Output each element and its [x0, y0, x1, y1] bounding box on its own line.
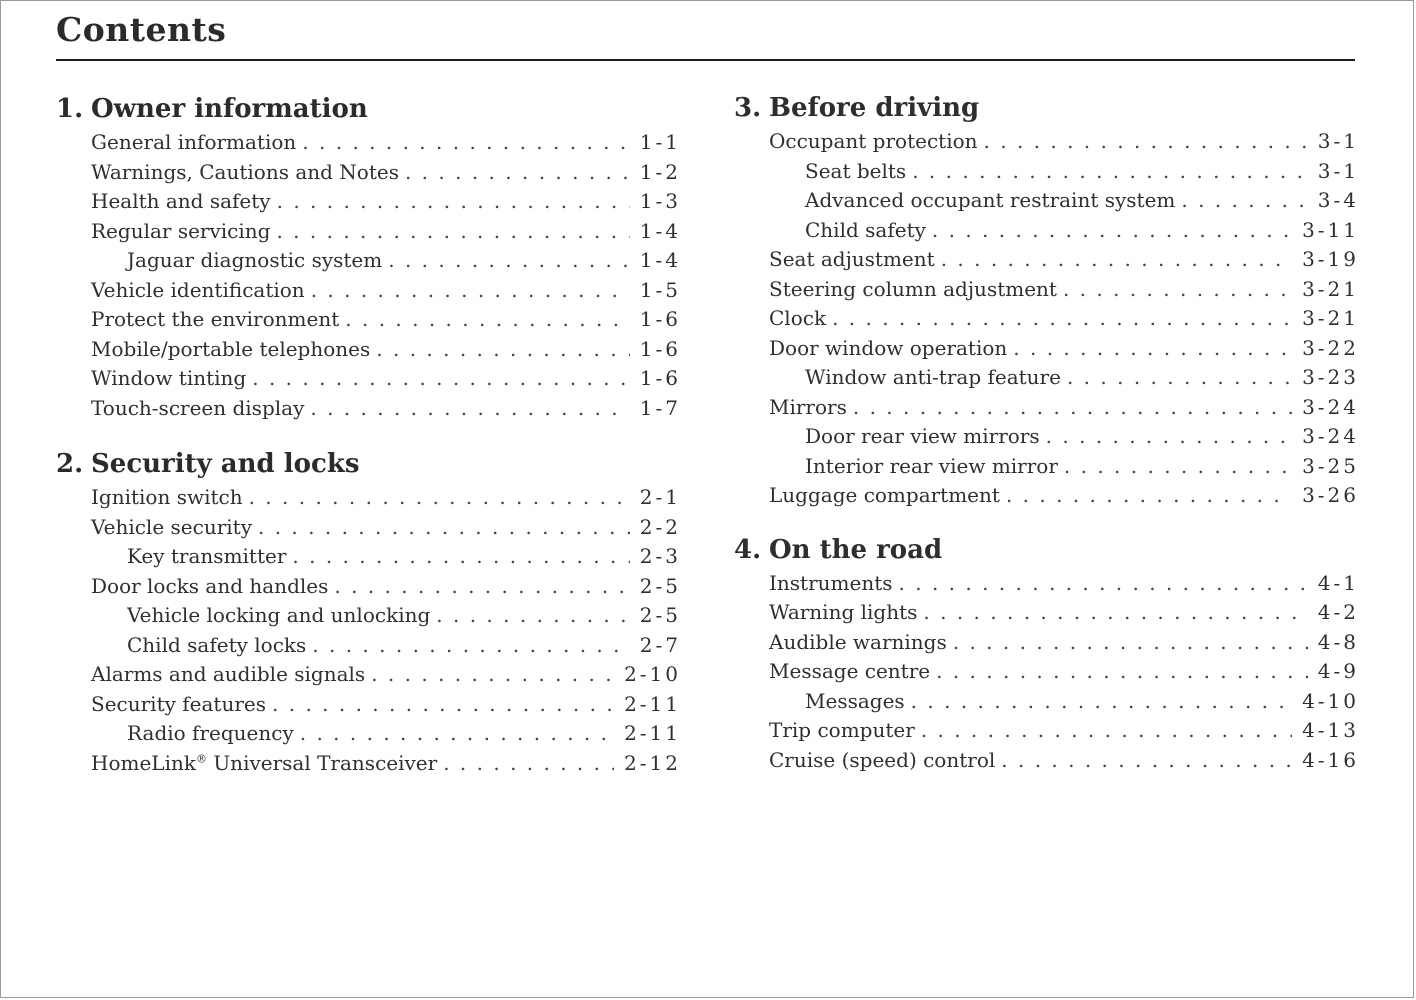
- entry-title: [769, 657, 930, 687]
- toc-entry[interactable]: [56, 246, 681, 276]
- entry-title: [91, 513, 252, 543]
- dot-leader: [932, 216, 1292, 246]
- dot-leader: [272, 690, 614, 720]
- toc-entry[interactable]: [56, 158, 681, 188]
- entry-title: [769, 334, 1007, 364]
- entry-title-suffix: Universal Transceiver: [206, 750, 438, 775]
- entry-title: [91, 690, 266, 720]
- toc-entry[interactable]: [56, 513, 681, 543]
- dot-leader: [832, 304, 1292, 334]
- entry-title: [805, 216, 926, 246]
- toc-entry[interactable]: [734, 245, 1359, 275]
- dot-leader: [921, 716, 1292, 746]
- entry-title-text: Warnings, Cautions and Notes: [91, 159, 399, 184]
- entry-title-text: Messages: [805, 688, 905, 713]
- section-owner-information: [56, 90, 681, 423]
- entry-title-text: HomeLink: [91, 750, 196, 775]
- toc-entry[interactable]: [734, 422, 1359, 452]
- dot-leader: [436, 601, 630, 631]
- section-number: 3.: [734, 93, 762, 123]
- registered-mark: ®: [195, 751, 207, 765]
- toc-entry[interactable]: [56, 217, 681, 247]
- dot-leader: [405, 158, 630, 188]
- entry-title-text: Luggage compartment: [769, 483, 1000, 507]
- entry-title-text: Door locks and handles: [91, 573, 329, 598]
- entry-list: [734, 127, 1359, 511]
- page-number: 1-7: [639, 395, 681, 420]
- dot-leader: [300, 719, 614, 749]
- entry-title: [769, 628, 947, 658]
- right-column: [734, 89, 1359, 775]
- dot-leader: [311, 276, 630, 306]
- entry-title: [805, 157, 906, 187]
- entry-title: [127, 601, 430, 631]
- entry-title: [769, 716, 915, 746]
- entry-title-text: Radio frequency: [127, 721, 294, 745]
- toc-entry[interactable]: [734, 598, 1359, 628]
- entry-title: [769, 569, 893, 599]
- entry-title-text: Child safety: [805, 217, 926, 242]
- dot-leader: [984, 127, 1308, 157]
- dot-leader: [388, 246, 630, 276]
- page-number: 3-21: [1302, 276, 1359, 301]
- entry-title: [769, 127, 978, 157]
- dot-leader: [376, 335, 630, 365]
- entry-title-text: Instruments: [769, 570, 893, 595]
- entry-title-text: Occupant protection: [769, 129, 978, 153]
- toc-entry[interactable]: [734, 716, 1359, 746]
- page-number: 4-2: [1317, 600, 1359, 624]
- entry-title: [769, 481, 1000, 511]
- toc-entry[interactable]: [56, 276, 681, 306]
- page-number: 4-16: [1302, 747, 1359, 772]
- title-rule: [56, 59, 1355, 61]
- dot-leader: [277, 187, 630, 217]
- toc-entry[interactable]: [734, 657, 1359, 687]
- entry-title-text: Mirrors: [769, 394, 847, 419]
- entry-title-text: Cruise (speed) control: [769, 747, 996, 772]
- toc-entry[interactable]: [734, 186, 1359, 216]
- entry-title: [91, 394, 304, 424]
- page-number: 4-13: [1302, 718, 1359, 742]
- dot-leader: [249, 483, 630, 513]
- entry-title: [769, 598, 917, 628]
- page-number: 2-11: [624, 721, 681, 745]
- section-title: On the road: [769, 534, 943, 565]
- toc-entry[interactable]: [56, 335, 681, 365]
- toc-entry[interactable]: [734, 127, 1359, 157]
- section-on-the-road: [734, 531, 1359, 776]
- dot-leader: [252, 364, 630, 394]
- entry-title: [127, 631, 306, 661]
- section-title: Before driving: [769, 93, 980, 123]
- entry-title-text: General information: [91, 130, 297, 154]
- toc-entry[interactable]: [56, 128, 681, 158]
- entry-title: [805, 687, 905, 717]
- entry-title-text: Door window operation: [769, 335, 1008, 360]
- entry-title-text: Jaguar diagnostic system: [127, 248, 383, 272]
- toc-entry[interactable]: [734, 275, 1359, 305]
- entry-title-text: Warning lights: [769, 600, 918, 624]
- page-number: 4-8: [1317, 629, 1359, 654]
- dot-leader: [1013, 334, 1292, 364]
- dot-leader: [1064, 452, 1292, 482]
- page-number: 1-4: [639, 218, 681, 243]
- entry-title-text: Alarms and audible signals: [91, 662, 366, 686]
- section-security-and-locks: [56, 445, 681, 778]
- entry-title: [91, 217, 270, 247]
- entry-title: [91, 158, 399, 188]
- entry-title: [769, 393, 847, 423]
- page-number: 3-25: [1302, 453, 1359, 478]
- dot-leader: [941, 245, 1292, 275]
- page-number: 1-5: [639, 277, 681, 302]
- page-number: 1-6: [639, 307, 681, 331]
- entry-title: [91, 749, 437, 779]
- dot-leader: [936, 657, 1308, 687]
- page-number: 3-11: [1302, 217, 1359, 242]
- entry-title: [805, 363, 1061, 393]
- entry-title: [769, 304, 826, 334]
- page-number: 3-19: [1302, 247, 1359, 271]
- entry-title: [91, 305, 339, 335]
- entry-list: [734, 569, 1359, 776]
- page-number: 2-1: [639, 485, 681, 509]
- entry-title-text: Mobile/portable telephones: [91, 336, 371, 361]
- toc-entry[interactable]: [56, 483, 681, 513]
- entry-title-text: Ignition switch: [91, 485, 243, 509]
- dot-leader: [1006, 481, 1292, 511]
- dot-leader: [371, 660, 614, 690]
- page-number: 3-24: [1302, 394, 1359, 419]
- toc-entry[interactable]: [56, 394, 681, 424]
- dot-leader: [853, 393, 1292, 423]
- dot-leader: [1046, 422, 1292, 452]
- entry-title-text: Interior rear view mirror: [805, 453, 1058, 478]
- entry-title-text: Child safety locks: [127, 632, 307, 657]
- left-column: [56, 90, 681, 778]
- entry-title-text: Trip computer: [769, 718, 915, 742]
- entry-title-text: Seat adjustment: [769, 247, 935, 271]
- toc-entry[interactable]: [56, 364, 681, 394]
- entry-title: [91, 660, 365, 690]
- dot-leader: [1001, 746, 1292, 776]
- dot-leader: [923, 598, 1307, 628]
- toc-entry[interactable]: [56, 572, 681, 602]
- dot-leader: [899, 569, 1308, 599]
- entry-title-text: Steering column adjustment: [769, 276, 1057, 301]
- dot-leader: [911, 687, 1292, 717]
- entry-list: [56, 483, 681, 778]
- section-number: 4.: [734, 534, 762, 565]
- page-number: 3-1: [1317, 129, 1359, 153]
- page-number: 3-24: [1302, 424, 1359, 448]
- entry-title-text: Audible warnings: [769, 629, 947, 654]
- dot-leader: [1067, 363, 1292, 393]
- page-number: 4-9: [1317, 659, 1359, 683]
- toc-entry[interactable]: [734, 304, 1359, 334]
- toc-entry[interactable]: [734, 334, 1359, 364]
- page-number: 2-10: [624, 662, 681, 686]
- page-number: 3-1: [1317, 158, 1359, 183]
- dot-leader: [312, 631, 630, 661]
- page-number: 1-2: [639, 159, 681, 184]
- page-number: 3-23: [1302, 365, 1359, 389]
- entry-title-text: Clock: [769, 306, 827, 330]
- entry-title: [91, 572, 328, 602]
- entry-title: [769, 746, 995, 776]
- entry-title-text: Key transmitter: [127, 544, 287, 568]
- toc-entry[interactable]: [734, 687, 1359, 717]
- entry-title: [91, 187, 271, 217]
- entry-title: [769, 245, 935, 275]
- toc-entry[interactable]: [734, 216, 1359, 246]
- toc-entry[interactable]: [56, 690, 681, 720]
- dot-leader: [345, 305, 630, 335]
- page-number: 3-4: [1317, 188, 1359, 212]
- page-title: Contents: [56, 10, 227, 49]
- toc-entry[interactable]: [734, 569, 1359, 599]
- entry-title: [127, 246, 382, 276]
- section-number: 2.: [56, 449, 84, 479]
- entry-title-text: Window anti-trap feature: [805, 365, 1061, 389]
- entry-title: [127, 542, 286, 572]
- toc-entry[interactable]: [56, 187, 681, 217]
- dot-leader: [310, 394, 629, 424]
- page-number: 1-6: [639, 336, 681, 361]
- entry-title-text: Security features: [91, 691, 267, 716]
- toc-entry[interactable]: [734, 363, 1359, 393]
- page-number: 2-2: [639, 514, 681, 539]
- page-number: 2-3: [639, 544, 681, 568]
- toc-entry[interactable]: [734, 157, 1359, 187]
- toc-entry[interactable]: [734, 452, 1359, 482]
- page-number: 3-21: [1302, 306, 1359, 330]
- dot-leader: [1181, 186, 1307, 216]
- entry-title-text: Regular servicing: [91, 218, 271, 243]
- page-number: 1-4: [639, 248, 681, 272]
- toc-entry[interactable]: [56, 305, 681, 335]
- entry-title: [127, 719, 294, 749]
- section-title: Owner information: [91, 94, 368, 124]
- page-number: 4-1: [1317, 570, 1359, 595]
- entry-title-text: Health and safety: [91, 189, 271, 213]
- section-heading[interactable]: [56, 445, 678, 483]
- dot-leader: [292, 542, 629, 572]
- entry-title: [91, 128, 296, 158]
- toc-entry[interactable]: [734, 393, 1359, 423]
- entry-title: [91, 483, 243, 513]
- page-number: 2-12: [624, 750, 681, 775]
- page-number: 1-1: [639, 130, 681, 154]
- toc-entry[interactable]: [734, 746, 1359, 776]
- section-heading[interactable]: [734, 89, 1356, 127]
- entry-title: [805, 422, 1040, 452]
- dot-leader: [953, 628, 1308, 658]
- entry-title: [91, 276, 305, 306]
- entry-title: [91, 364, 246, 394]
- dot-leader: [276, 217, 629, 247]
- toc-entry[interactable]: [56, 601, 681, 631]
- section-title: Security and locks: [91, 449, 360, 479]
- section-heading[interactable]: [56, 90, 678, 128]
- dot-leader: [302, 128, 629, 158]
- toc-entry[interactable]: [56, 719, 681, 749]
- entry-title-text: Seat belts: [805, 158, 907, 183]
- section-number: 1.: [56, 94, 84, 124]
- page-number: 1-6: [639, 366, 681, 390]
- entry-title-text: Advanced occupant restraint system: [805, 188, 1176, 212]
- page-number: 2-5: [639, 573, 681, 598]
- page-number: 3-22: [1302, 335, 1359, 360]
- entry-list: [56, 128, 681, 423]
- page-number: 2-11: [624, 691, 681, 716]
- entry-title: [805, 186, 1175, 216]
- dot-leader: [334, 572, 629, 602]
- toc-entry[interactable]: [56, 542, 681, 572]
- entry-title-text: Door rear view mirrors: [805, 424, 1040, 448]
- page-number: 3-26: [1302, 483, 1359, 507]
- toc-entry[interactable]: [734, 481, 1359, 511]
- entry-title: [769, 275, 1057, 305]
- page-number: 1-3: [639, 189, 681, 213]
- entry-title-text: Message centre: [769, 659, 931, 683]
- dot-leader: [912, 157, 1308, 187]
- page-number: 2-7: [639, 632, 681, 657]
- entry-title: [91, 335, 370, 365]
- entry-title-text: Window tinting: [91, 366, 247, 390]
- dot-leader: [258, 513, 630, 543]
- entry-title-text: Touch-screen display: [91, 395, 305, 420]
- dot-leader: [443, 749, 614, 779]
- page-number: 2-5: [639, 603, 681, 627]
- section-before-driving: [734, 89, 1359, 511]
- entry-title-text: Vehicle identification: [91, 277, 305, 302]
- entry-title-text: Vehicle locking and unlocking: [127, 603, 431, 627]
- toc-entry[interactable]: [56, 660, 681, 690]
- section-heading[interactable]: [734, 531, 1356, 569]
- toc-entry[interactable]: [56, 631, 681, 661]
- page-number: 4-10: [1302, 688, 1359, 713]
- dot-leader: [1063, 275, 1292, 305]
- toc-entry[interactable]: [734, 628, 1359, 658]
- entry-title: [805, 452, 1058, 482]
- entry-title-text: Protect the environment: [91, 307, 340, 331]
- entry-title-text: Vehicle security: [91, 514, 252, 539]
- toc-entry[interactable]: [56, 749, 681, 779]
